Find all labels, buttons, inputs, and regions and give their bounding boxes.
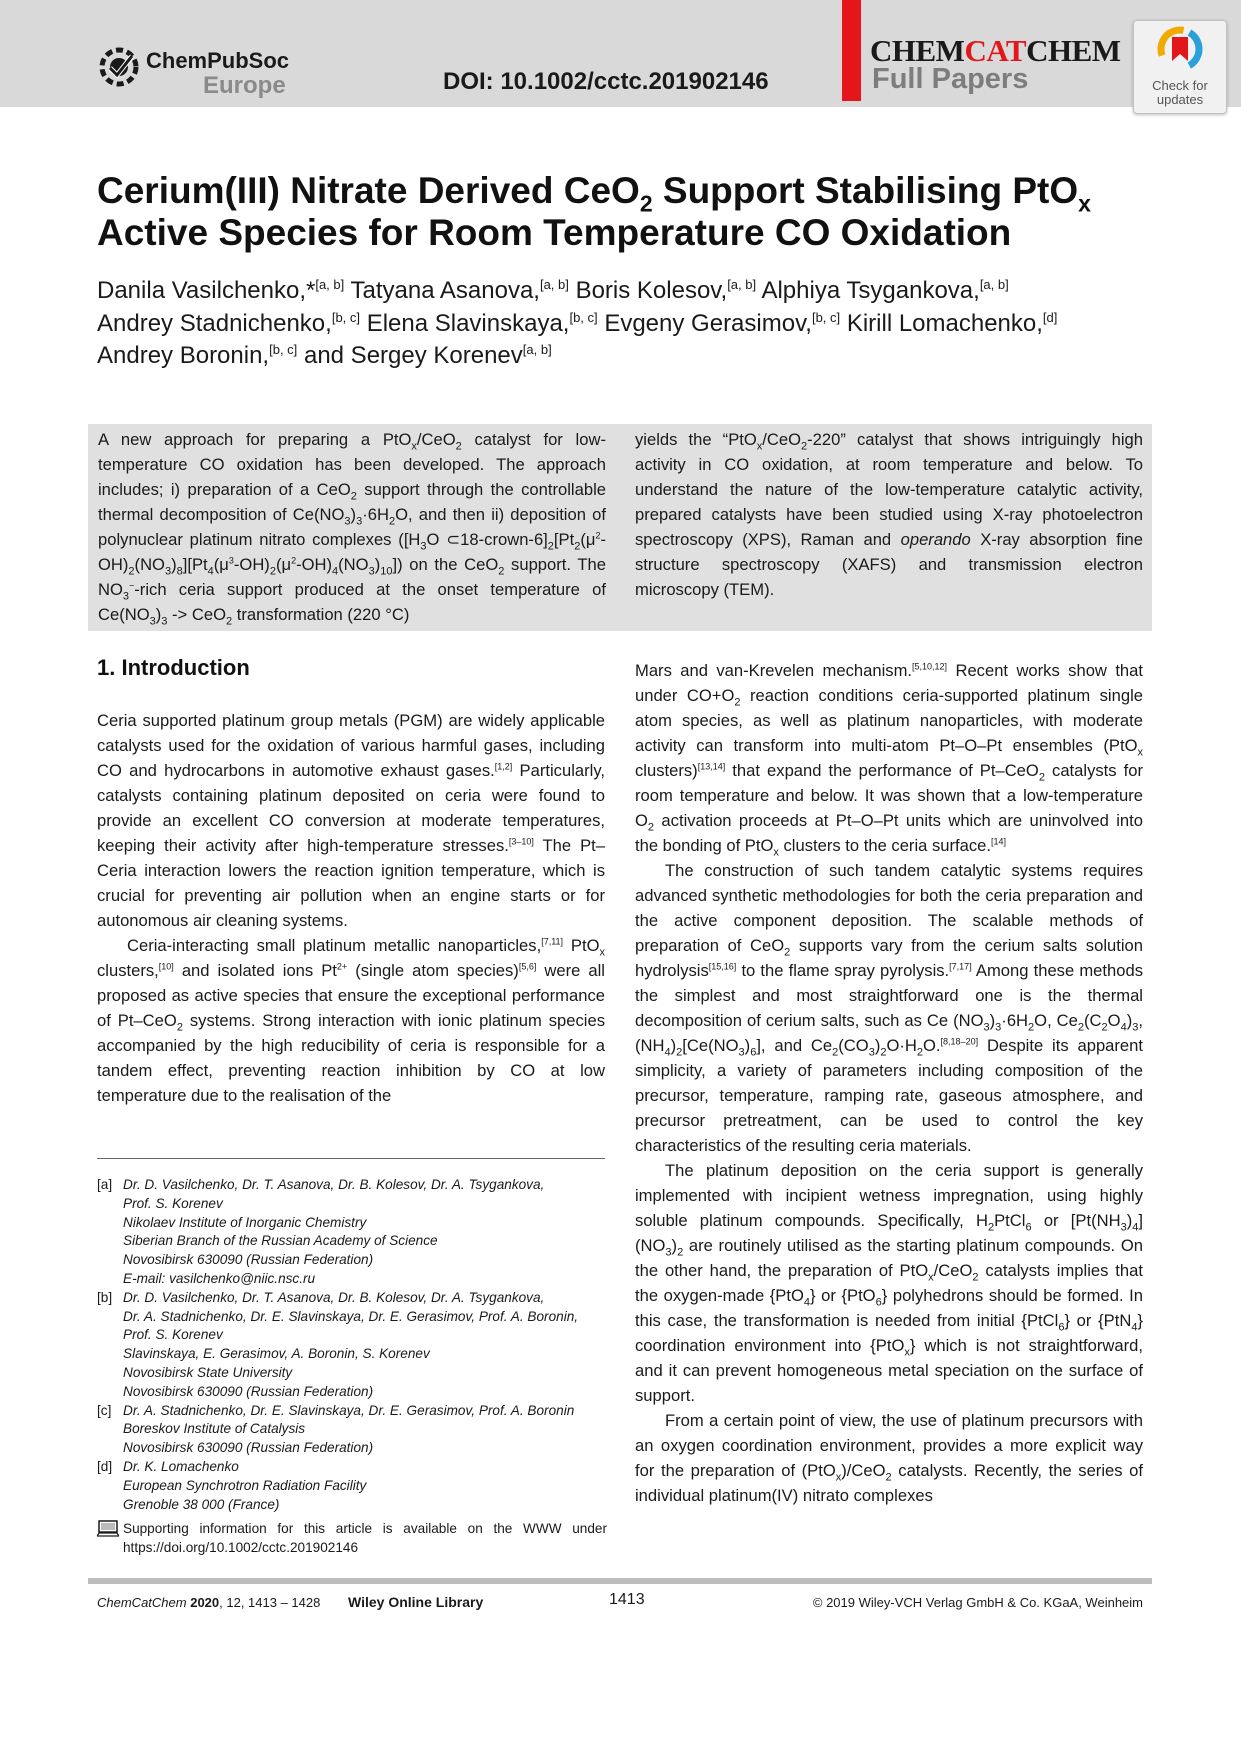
body-right-column: [635, 658, 1143, 1508]
author-affiliation: [a, b]: [539, 277, 569, 292]
paragraph: Mars and van-Krevelen mechanism.[5,10,12] Recent works show that under $CO+O_2$ reaction conditions ceria-supported platinum single atom species, as well as platinum nanoparticles, with moderate activity can transform into multi-atom Pt–O–Pt ensembles (PtO$_x$ clusters)[13,14] that expand the performance of Pt–CeO$_2$ catalysts for room temperature and below. It was shown that a low-temperature $O_2$ activation proceeds at Pt–O–Pt units which are uninvolved into the bonding of PtO$_x$ clusters to the ceria surface.[14]: [635, 661, 1143, 859]
author-affiliation: [b, c]: [811, 309, 841, 325]
author-affiliation: [b, c]: [569, 309, 598, 325]
author: Kirill Lomachenko,: [846, 309, 1043, 337]
section-heading: 1. Introduction: [97, 655, 250, 680]
author: Alphiya Tsygankova,: [761, 277, 980, 304]
abstract-right-column: yields the “PtO$_x$/CeO$_2$-220” catalyst that shows intriguingly high activity in CO oxidation, at room temperature and below. To understand the nature of the low-temperature catalytic activity, prepared catalysts have been studied using X-ray photoelectron spectroscopy (XPS), Raman and operando X-ray absorption fine structure spectroscopy (XAFS) and transmission electron microscopy (TEM).: [635, 430, 1144, 599]
paragraph: Ceria-interacting small platinum metallic nanoparticles,[7,11] PtO$_x$ clusters,[10] and isolated ions $Pt^{2+}$ (single atom species)[5,6] were all proposed as active species that ensure the exceptional performance of Pt–CeO$_2$ systems. Strong interaction with ionic platinum species accompanied by the high reducibility of ceria is responsible for a tandem effect, preventing reaction inhibition by CO at low temperature due to the realisation of the: [97, 936, 605, 1105]
abstract-left-column: A new approach for preparing a PtO$_x$/CeO$_2$ catalyst for low-temperature CO oxidation has been developed. The approach includes; i) preparation of a CeO$_2$ support through the controllable thermal decomposition of $Ce(NO_3)_3\cdot 6H_2O$, and then ii) deposition of polynuclear platinum nitrato complexes ([$H_3O$ $\subset 18-crown-6]_2[Pt_2(\mu^2-OH)_2(NO_3)_8][Pt_4(\mu^3-OH)_2(\mu^2-OH)_4(NO_3)_{10}]$) on the CeO$_2$ support. The $NO_3^-$-rich ceria support produced at the onset temperature of $Ce(NO_3)_3 -> CeO_2$ transformation (220 °C): [98, 430, 606, 628]
footnote-divider: [97, 1158, 605, 1159]
publisher-region: Europe: [203, 72, 286, 99]
check-for-updates-button[interactable]: [1133, 20, 1227, 114]
author: Andrey Boronin,: [97, 342, 270, 369]
publisher-name: ChemPubSoc: [146, 48, 290, 73]
copyright-notice: © 2019 Wiley-VCH Verlag GmbH & Co. KGaA, Weinheim: [812, 1595, 1143, 1610]
corresponding-email[interactable]: E-mail: vasilchenko@niic.nsc.ru: [123, 1270, 316, 1286]
footer-citation: ChemCatChem 2020, 12, 1413 – 1428: [97, 1595, 321, 1610]
author-affiliation: [a, b]: [522, 342, 552, 357]
affiliation-a: [a] Dr. D. Vasilchenko, Dr. T. Asanova, Dr. B. Kolesov, Dr. A. Tsygankova, Prof. S. Korenev Nikolaev Institute of Inorganic Chemistry Siberian Branch of the Russian Academy of Science Novosibirsk 630090 (Russian Federation) E-mail: vasilchenko@niic.nsc.ru: [97, 1176, 607, 1289]
author: Boris Kolesov,: [575, 277, 728, 304]
author: and Sergey Korenev: [303, 342, 523, 369]
author-affiliation: [d]: [1042, 309, 1058, 325]
check-for-updates-label: Check for updates: [1152, 78, 1208, 107]
author: Andrey Stadnichenko,: [97, 309, 332, 337]
journal-name-part3: CHEM: [1026, 33, 1121, 68]
author: Elena Slavinskaya,: [366, 309, 570, 337]
supporting-info-link[interactable]: https://doi.org/10.1002/cctc.201902146: [123, 1540, 359, 1555]
journal-name-part1: CHEM: [870, 33, 965, 68]
author-affiliation: [a, b]: [727, 277, 757, 292]
author-affiliation: [a, b]: [315, 277, 345, 292]
paragraph: The platinum deposition on the ceria support is generally implemented with incipient wetness impregnation, using highly soluble platinum compounds. Specifically, $H_2PtCl_6$ or $[Pt(NH_3)_4](NO_3)_2$ are routinely utilised as the starting platinum compounds. On the other hand, the preparation of PtO$_x$/CeO$_2$ catalysts implies that the oxygen-made {PtO$_4$} or {PtO$_6$} polyhedrons should be formed. In this case, the transformation is needed from initial {PtCl$_6$} or {PtN$_4$} coordination environment into {PtO$_x$} which is not straightforward, and it can prevent homogeneous metal speciation on the surface of support.: [635, 1161, 1143, 1405]
paragraph: Ceria supported platinum group metals (PGM) are widely applicable catalysts used for the oxidation of various harmful gases, including CO and hydrocarbons in automotive exhaust gases.[1,2] Particularly, catalysts containing platinum deposited on ceria were found to provide an excellent CO conversion at moderate temperatures, keeping their activity after high-temperature stresses.[3–10] The Pt–Ceria interaction lowers the reaction ignition temperature, which is crucial for preventing air pollution when an engine starts or for autonomous air cleaning systems.: [97, 711, 606, 930]
article-title: Cerium(III) Nitrate Derived CeO$_2$ Support Stabilising PtO$_x$ Active Species for Room Temperature CO Oxidation: [97, 170, 1091, 253]
author: Evgeny Gerasimov,: [604, 309, 812, 337]
footer-bar: [88, 1578, 1152, 1584]
paragraph: The construction of such tandem catalytic systems requires advanced synthetic methodologies for both the ceria preparation and the active component deposition. The scalable methods of preparation of CeO$_2$ supports vary from the cerium salts solution hydrolysis[15,16] to the flame spray pyrolysis.[7,17] Among these methods the simplest and most straightforward one is the thermal decomposition of cerium salts, such as Ce $(NO_3)_3\cdot 6H_2O$, $Ce_2(C_2O_4)_3$, $(NH_4)_2[Ce(NO_3)_6]$, and $Ce_2(CO_3)_2O\cdot H_2O.[8,18-20]$ Despite its apparent simplicity, a variety of parameters including composition of the precursor, temperature, ramping rate, gaseous atmosphere, and precursor pretreatment, can be used to control the key characteristics of the resulting ceria materials.: [635, 861, 1144, 1155]
journal-accent-bar: [842, 0, 861, 101]
wiley-online-library-link[interactable]: Wiley Online Library: [348, 1594, 484, 1610]
author-affiliation: [b, c]: [331, 309, 361, 325]
article-section-type: Full Papers: [872, 63, 1029, 95]
journal-name-part2: CAT: [964, 33, 1027, 68]
affiliation-c: [c] Dr. A. Stadnichenko, Dr. E. Slavinskaya, Dr. E. Gerasimov, Prof. A. Boronin Boreskov Institute of Catalysis Novosibirsk 630090 (Russian Federation): [97, 1402, 575, 1456]
supporting-information: [97, 1519, 607, 1557]
doi-link[interactable]: DOI: 10.1002/cctc.201902146: [443, 68, 769, 95]
affiliation-d: [d] Dr. K. Lomachenko European Synchrotron Radiation Facility Grenoble 38 000 (France): [97, 1458, 367, 1512]
crossmark-icon: [1155, 25, 1205, 77]
author-affiliation: [b, c]: [269, 342, 298, 357]
computer-icon: [97, 1520, 119, 1538]
chempubsoc-emblem-icon: [98, 46, 140, 88]
page-number: 1413: [609, 1591, 645, 1608]
affiliations: [97, 1176, 607, 1514]
author-list: [97, 275, 1157, 373]
author-affiliation: [a, b]: [979, 277, 1009, 292]
affiliation-b: [b] Dr. D. Vasilchenko, Dr. T. Asanova, Dr. B. Kolesov, Dr. A. Tsygankova, Dr. A. Stadnichenko, Dr. E. Slavinskaya, Dr. E. Gerasimov, Prof. A. Boronin, Prof. S. Korenev Slavinskaya, E. Gerasimov, A. Boronin, S. Korenev Novosibirsk State University Novosibirsk 630090 (Russian Federation): [97, 1289, 579, 1399]
author: Danila Vasilchenko,*: [97, 277, 316, 304]
author: Tatyana Asanova,: [350, 277, 540, 304]
body-left-column: [97, 708, 605, 1108]
paragraph: From a certain point of view, the use of platinum precursors with an oxygen coordination environment, provides a more explicit way for the preparation of (PtO$_x$)/CeO$_2$ catalysts. Recently, the series of individual platinum(IV) nitrato complexes: [635, 1411, 1143, 1505]
supporting-info-text: Supporting information for this article is available on the WWW under: [123, 1521, 607, 1536]
